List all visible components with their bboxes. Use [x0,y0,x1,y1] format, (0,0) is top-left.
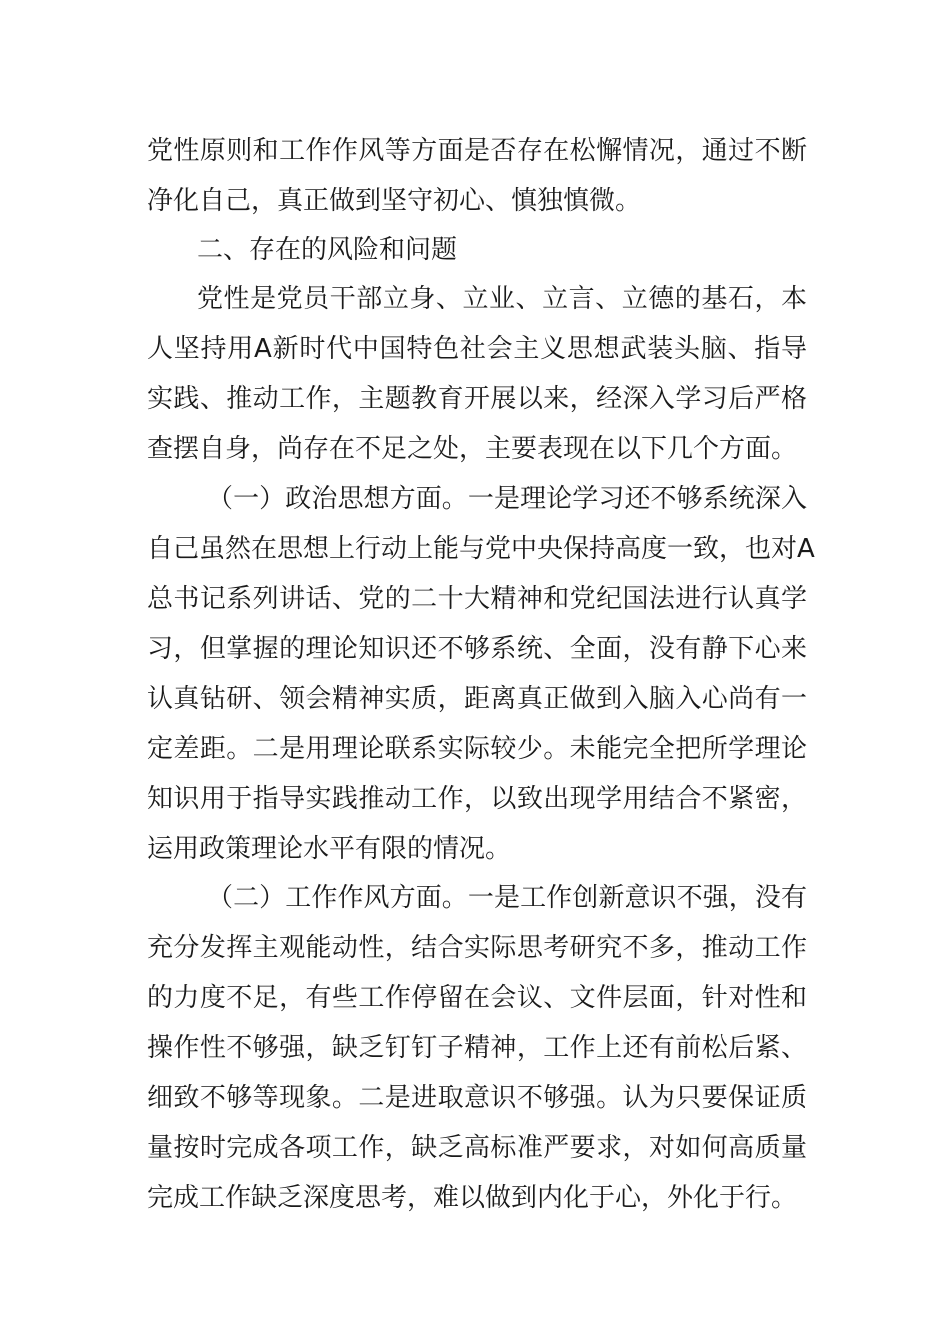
paragraph-line: 认真钻研、领会精神实质，距离真正做到入脑入心尚有一 [147,684,807,714]
paragraph-line: 自己虽然在思想上行动上能与党中央保持高度一致，也对A [147,534,815,564]
paragraph-line: 党性原则和工作作风等方面是否存在松懈情况，通过不断 [147,136,807,166]
paragraph-line: 人坚持用A新时代中国特色社会主义思想武装头脑、指导 [147,334,807,364]
subsection-heading-line: （一）政治思想方面。一是理论学习还不够系统深入 [207,484,807,514]
paragraph-line: 定差距。二是用理论联系实际较少。未能完全把所学理论 [147,734,807,764]
paragraph-line: 运用政策理论水平有限的情况。 [147,834,512,864]
paragraph-line: 的力度不足，有些工作停留在会议、文件层面，针对性和 [147,983,807,1013]
paragraph-line: 操作性不够强，缺乏钉钉子精神，工作上还有前松后紧、 [147,1033,807,1063]
paragraph-line: 知识用于指导实践推动工作，以致出现学用结合不紧密， [147,784,807,814]
subsection-heading-line: （二）工作作风方面。一是工作创新意识不强，没有 [207,883,807,913]
paragraph-line: 习，但掌握的理论知识还不够系统、全面，没有静下心来 [147,634,807,664]
paragraph-line: 充分发挥主观能动性，结合实际思考研究不多，推动工作 [147,933,807,963]
paragraph-line: 完成工作缺乏深度思考，难以做到内化于心，外化于行。 [147,1183,798,1213]
paragraph-line: 量按时完成各项工作，缺乏高标准严要求，对如何高质量 [147,1133,807,1163]
paragraph-line: 细致不够等现象。二是进取意识不够强。认为只要保证质 [147,1083,807,1113]
paragraph-line: 党性是党员干部立身、立业、立言、立德的基石，本 [197,284,807,314]
paragraph-line: 实践、推动工作，主题教育开展以来，经深入学习后严格 [147,384,807,414]
section-heading: 二、存在的风险和问题 [197,235,458,265]
paragraph-line: 查摆自身，尚存在不足之处，主要表现在以下几个方面。 [147,434,798,464]
paragraph-line: 净化自己，真正做到坚守初心、慎独慎微。 [147,186,642,216]
paragraph-line: 总书记系列讲话、党的二十大精神和党纪国法进行认真学 [147,584,807,614]
